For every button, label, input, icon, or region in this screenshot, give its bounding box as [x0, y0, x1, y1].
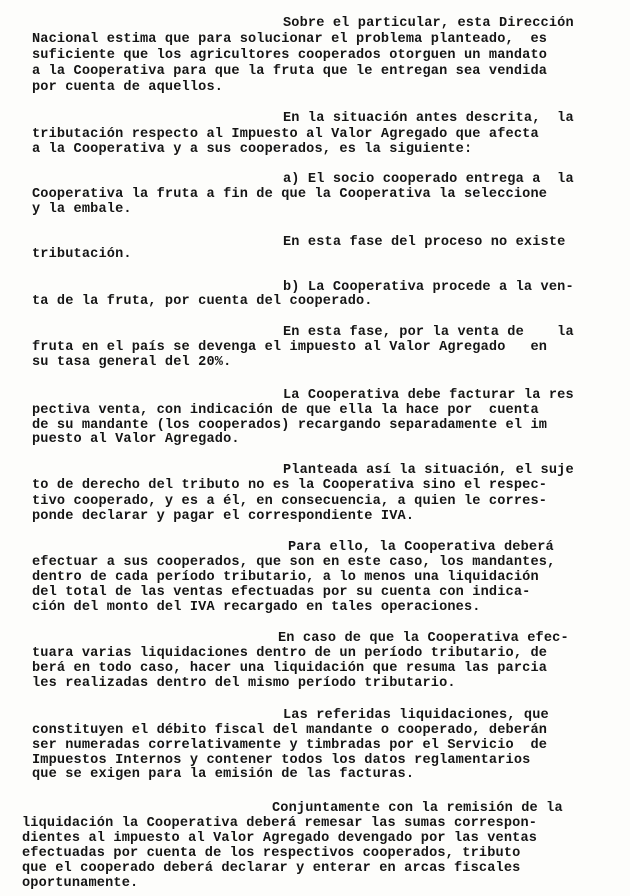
- text-line: a la Cooperativa para que la fruta que le entregan sea vendida: [32, 64, 548, 79]
- text-line: b) La Cooperativa procede a la ven-: [283, 280, 574, 295]
- text-line: Impuestos Internos y contener todos los datos reglamentarios: [32, 753, 531, 768]
- text-line: ser numeradas correlativamente y timbradas por el Servicio de: [32, 738, 548, 753]
- text-line: En esta fase del proceso no existe: [283, 235, 566, 250]
- text-line: constituyen el débito fiscal del mandante o cooperado, deberán: [32, 723, 548, 738]
- text-line: suficiente que los agricultores cooperados otorguen un mandato: [32, 48, 548, 63]
- text-line: efectuadas por cuenta de los respectivos cooperados, tributo: [22, 846, 521, 861]
- text-line: tributación respecto al Impuesto al Valor Agregado que afecta: [32, 127, 539, 142]
- text-line: En esta fase, por la venta de la: [283, 325, 574, 340]
- text-line: Las referidas liquidaciones, que: [283, 708, 549, 723]
- text-line: ta de la fruta, por cuenta del cooperado.: [32, 294, 373, 309]
- text-line: que se exigen para la emisión de las facturas.: [32, 767, 415, 782]
- text-line: Para ello, la Cooperativa deberá: [288, 540, 554, 555]
- text-line: En caso de que la Cooperativa efec-: [278, 631, 569, 646]
- text-line: pectiva venta, con indicación de que ella la hace por cuenta: [32, 403, 539, 418]
- text-line: liquidación la Cooperativa deberá remesar las sumas correspon-: [22, 816, 538, 831]
- text-line: ción del monto del IVA recargado en tales operaciones.: [32, 600, 481, 615]
- text-line: a) El socio cooperado entrega a la: [283, 172, 574, 187]
- text-line: Nacional estima que para solucionar el problema planteado, es: [32, 32, 548, 47]
- text-line: berá en todo caso, hacer una liquidación que resuma las parcia: [32, 661, 548, 676]
- text-line: fruta en el país se devenga el impuesto al Valor Agregado en: [32, 340, 548, 355]
- text-line: del total de las ventas efectuadas por su cuenta con indica-: [32, 585, 531, 600]
- text-line: tributación.: [32, 247, 132, 262]
- text-line: a la Cooperativa y a sus cooperados, es la siguiente:: [32, 142, 473, 157]
- text-line: En la situación antes descrita, la: [283, 111, 574, 126]
- text-line: tivo cooperado, y es a él, en consecuencia, a quien le corres-: [32, 494, 548, 509]
- text-line: efectuar a sus cooperados, que son en este caso, los mandantes,: [32, 555, 556, 570]
- text-line: su tasa general del 20%.: [32, 355, 232, 370]
- text-line: de su mandante (los cooperados) recargando separadamente el im: [32, 418, 548, 433]
- text-line: tuara varias liquidaciones dentro de un período tributario, de: [32, 646, 548, 661]
- text-line: puesto al Valor Agregado.: [32, 432, 240, 447]
- text-line: La Cooperativa debe facturar la res: [283, 388, 574, 403]
- text-line: Sobre el particular, esta Dirección: [283, 16, 574, 31]
- text-line: to de derecho del tributo no es la Cooperativa sino el respec-: [32, 478, 548, 493]
- text-line: por cuenta de aquellos.: [32, 80, 224, 95]
- text-line: ponde declarar y pagar el correspondiente IVA.: [32, 509, 415, 524]
- text-line: oportunamente.: [22, 876, 139, 891]
- text-line: les realizadas dentro del mismo período tributario.: [32, 676, 456, 691]
- text-line: que el cooperado deberá declarar y enterar en arcas fiscales: [22, 861, 521, 876]
- text-line: Cooperativa la fruta a fin de que la Cooperativa la seleccione: [32, 187, 548, 202]
- text-line: dentro de cada período tributario, a lo menos una liquidación: [32, 570, 539, 585]
- text-line: Planteada así la situación, el suje: [283, 463, 574, 478]
- text-line: dientes al impuesto al Valor Agregado devengado por las ventas: [22, 831, 538, 846]
- text-line: y la embale.: [32, 202, 132, 217]
- text-line: Conjuntamente con la remisión de la: [272, 801, 563, 816]
